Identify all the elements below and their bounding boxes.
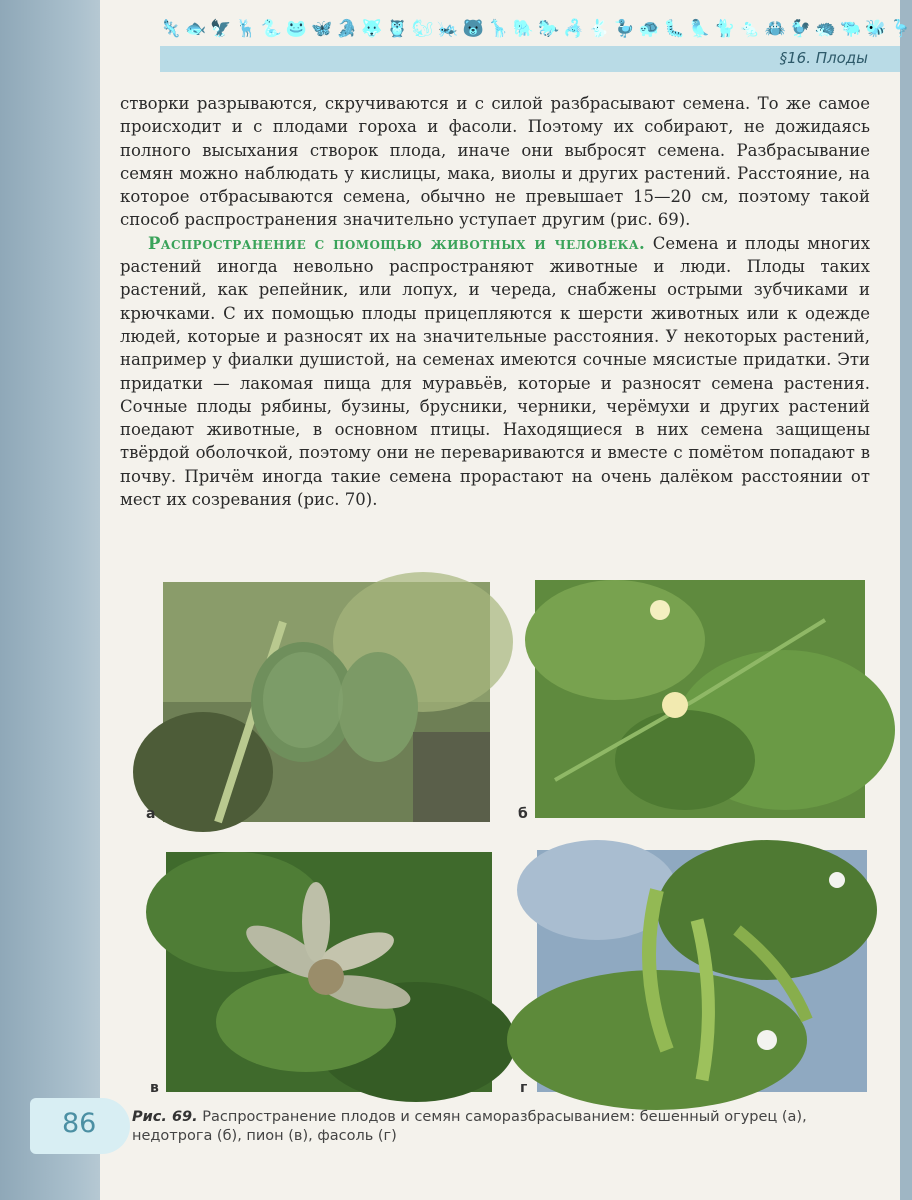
photo-impatiens [535,580,865,818]
figure-label-a: а [146,806,156,822]
paragraph-1: створки разрываются, скручиваются и с силой разбрасывают семена. То же самое происходит и с плодами гороха и фасоли. Поэтому их собирают, не дожидаясь полного высыхания створок плода, иначе они выбросят семена. Разбрасывание семян можно наблюдать у кислицы, мака, виолы и других растений. Расстояние, на которое отбрасываются семена, обычно не превышает 15—20 см, поэтому такой способ распространения значительно уступает другим (рис. 69). [120,94,870,230]
book-spine-margin [0,0,105,1200]
body-text [120,92,870,511]
animal-ornament-icon: 🐛 [663,19,686,39]
animal-ornament-icon: 🐟 [185,19,207,39]
animal-ornament-icon: 🦒 [487,19,509,39]
animal-ornament-icon: 🐻 [462,19,484,39]
animal-ornament-icon: 🐘 [512,19,534,39]
animal-ornament-icon: 🐍 [260,19,282,39]
animal-ornament-icon: 🦌 [235,19,257,39]
photo-squirting-cucumber [163,582,490,822]
page-number: 86 [62,1108,97,1139]
section-title: §16. Плоды [779,49,868,67]
animal-ornament-icon: 🦀 [764,19,786,39]
figure-caption-text: Распространение плодов и семян саморазбрасыванием: бешенный огурец (а), недотрога (б), пион (в), фасоль (г) [132,1109,807,1144]
animal-ornament-icon: 🐈 [714,19,736,39]
paragraph-2-text: Семена и плоды многих растений иногда невольно распространяют животные и люди. Плоды таких растений, как репейник, или лопух, и череда, снабжены острыми зубчиками и крючками. С их помощью плоды прицепляются к шерсти животных или к одежде людей, которые и разносят их на значительные расстояния. У некоторых растений, например у фиалки душистой, на семенах имеются сочные мясистые придатки. Эти придатки — лакомая пища для муравьёв, которые и разносят семена растения. Сочные плоды рябины, бузины, брусники, черники, черёмухи и других растений поедают животные, в основном птицы. Находящиеся в них семена защищены твёрдой оболочкой, поэтому они не переваpиваются и вместе с помётом попадают в почву. Причём иногда такие семена прорастают на очень далёком расстоянии от мест их созревания (рис. 70). [120,233,870,510]
animal-ornament-icon: 🦆 [613,19,635,39]
photo-peony [166,852,492,1092]
photo-bean [537,850,867,1092]
animal-ornament-icon: 🦋 [311,19,333,39]
paragraph-2-lead: Распространение с помощью животных и человека. [148,233,646,253]
animal-ornament-icon: 🐺 [361,19,383,39]
animal-ornament-band [160,14,912,44]
animal-ornament-icon: 🐓 [789,19,811,39]
animal-ornament-icon: 🦩 [890,19,912,39]
animal-ornament-icon: 🦜 [689,19,711,39]
animal-ornament-icon: 🦗 [437,19,459,39]
figure-caption [132,1108,872,1146]
figure-label-d: г [520,1080,528,1096]
animal-ornament-icon: 🐝 [865,19,887,39]
paragraph-2 [120,232,870,512]
animal-ornament-icon: 🐸 [285,19,308,39]
animal-ornament-icon: 🐎 [538,19,560,39]
page [100,0,912,1200]
animal-ornament-icon: 🦅 [210,19,232,39]
animal-ornament-icon: 🐁 [739,19,761,39]
animal-ornament-icon: 🐇 [588,19,610,39]
animal-ornament-icon: 🦂 [563,19,585,39]
section-header-bar [160,46,900,72]
figure-label-b: б [518,806,528,822]
figure-number: Рис. 69. [132,1109,198,1125]
animal-ornament-icon: 🐊 [336,19,358,39]
animal-ornament-icon: 🐃 [840,19,862,39]
animal-ornament-icon: 🐢 [638,19,660,39]
animal-ornament-icon: 🦔 [814,19,837,39]
animal-ornament-icon: 🦎 [160,19,182,39]
animal-ornament-icon: 🦉 [386,19,408,39]
animal-ornament-icon: 🐿 [411,19,434,39]
figure-label-c: в [150,1080,159,1096]
